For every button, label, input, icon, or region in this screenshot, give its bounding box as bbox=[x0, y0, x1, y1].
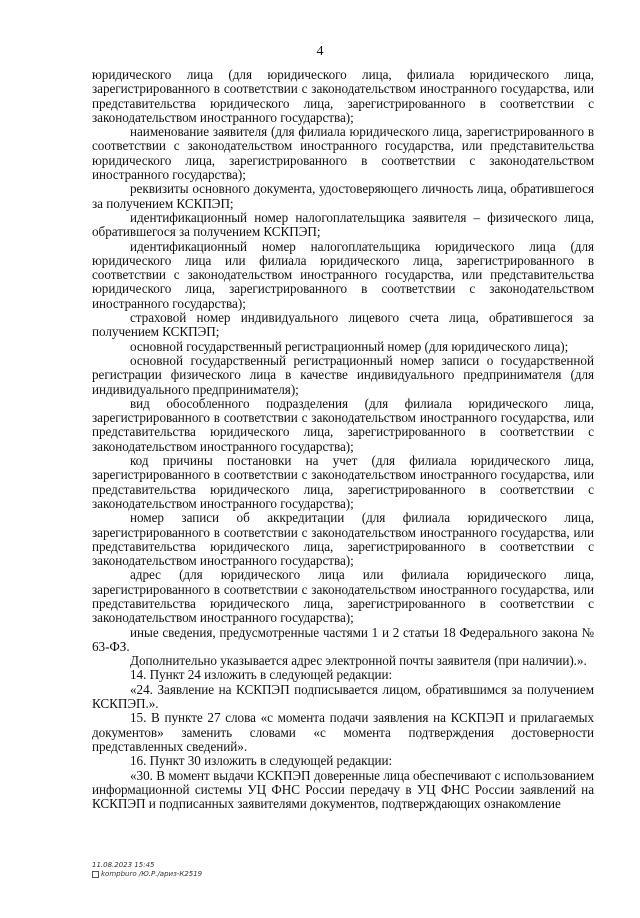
paragraph: «24. Заявление на КСКПЭП подписывается лицом, обратившимся за получением КСКПЭП.». bbox=[92, 681, 594, 712]
paragraph: основной государственный регистрационный номер (для юридического лица); bbox=[130, 338, 569, 354]
paragraph: иные сведения, предусмотренные частями 1 и 2 статьи 18 Федерального закона № 63-ФЗ. bbox=[92, 624, 594, 654]
paragraph: 16. Пункт 30 изложить в следующей редакции: bbox=[130, 753, 393, 769]
paragraph: номер записи об аккредитации (для филиала юридического лица, зарегистрированного в соответствии с законодательством иностранного государства, или представительства юридического лица, зарегистрированного в соответствии с законодательством иностранного государства); bbox=[92, 510, 594, 569]
footer-timestamp: 11.08.2023 15:45 bbox=[92, 861, 155, 869]
paragraph: 15. В пункте 27 слова «с момента подачи заявления на КСКПЭП и прилагаемых документов» заменить словами «с момента подтверждения достоверности представленных сведений». bbox=[92, 710, 594, 754]
document-body bbox=[92, 68, 594, 811]
paragraph: основной государственный регистрационный номер записи о государственной регистрации физического лица в качестве индивидуального предпринимателя (для индивидуального предпринимателя); bbox=[92, 352, 594, 397]
footer bbox=[92, 861, 202, 879]
paragraph: код причины постановки на учет (для филиала юридического лица, зарегистрированного в соответствии с законодательством иностранного государства, или представительства юридического лица, зарегистрированного в соответствии с законодательством иностранного государства); bbox=[92, 453, 594, 511]
paragraph: адрес (для юридического лица или филиала юридического лица, зарегистрированного в соответствии с законодательством иностранного государства, или представительства юридического лица, зарегистрированного в соответствии с законодательством иностранного государства); bbox=[92, 567, 594, 626]
paragraph: Дополнительно указывается адрес электронной почты заявителя (при наличии).». bbox=[130, 653, 587, 669]
footer-source: kompburo /Ю.Р./ариз-К2519 bbox=[101, 870, 203, 878]
paragraph: юридического лица (для юридического лица, филиала юридического лица, зарегистрированного в соответствии с законодательством иностранного государства, или представительства юридического лица, зарегистрированного в соответствии с законодательством иностранного государства); bbox=[92, 67, 594, 125]
paragraph: 14. Пункт 24 изложить в следующей редакции: bbox=[130, 667, 393, 683]
paragraph: идентификационный номер налогоплательщика заявителя – физического лица, обратившегося за получением КСКПЭП; bbox=[92, 209, 594, 240]
document-icon bbox=[92, 871, 99, 878]
paragraph: вид обособленного подразделения (для филиала юридического лица, зарегистрированного в соответствии с законодательством иностранного государства, или представительства юридического лица, зарегистрированного в соответствии с законодательством иностранного государства); bbox=[92, 395, 594, 454]
paragraph: реквизиты основного документа, удостоверяющего личность лица, обратившегося за получением КСКПЭП; bbox=[92, 181, 594, 211]
page-number: 4 bbox=[316, 44, 324, 59]
paragraph: страховой номер индивидуального лицевого счета лица, обратившегося за получением КСКПЭП; bbox=[92, 310, 594, 340]
paragraph: наименование заявителя (для филиала юридического лица, зарегистрированного в соответствии с законодательством иностранного государства, или представительства юридического лица, зарегистрированного в соответствии с законодательством иностранного государства); bbox=[92, 124, 594, 183]
paragraph: «30. В момент выдачи КСКПЭП доверенные лица обеспечивают с использованием информационной системы УЦ ФНС России передачу в УЦ ФНС России заявлений на КСКПЭП и подписанных заявителями документов, подтверждающих ознакомление bbox=[92, 767, 594, 812]
paragraph: идентификационный номер налогоплательщика юридического лица (для юридического лица или филиала юридического лица, зарегистрированного в соответствии с законодательством иностранного государства, или представительства юридического лица, зарегистрированного в соответствии с законодательством иностранного государства); bbox=[92, 238, 594, 311]
